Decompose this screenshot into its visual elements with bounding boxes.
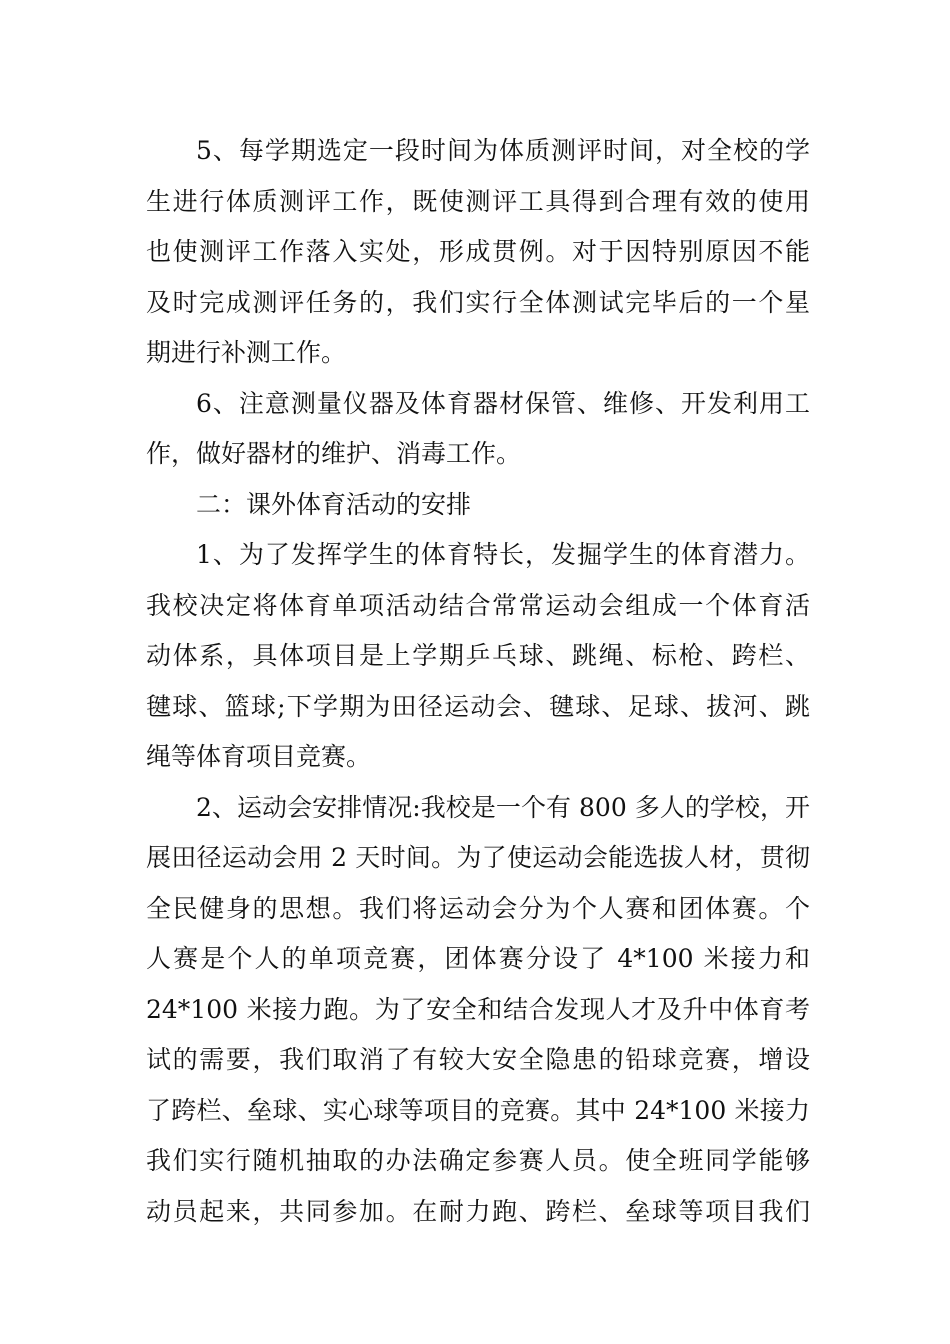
text-line: 作，做好器材的维护、消毒工作。 — [146, 439, 522, 468]
text-line: 了跨栏、垒球、实心球等项目的竞赛。其中 24*100 米接力 — [146, 1095, 810, 1125]
text-line: 24*100 米接力跑。为了安全和结合发现人才及升中体育考 — [146, 994, 810, 1024]
text-line: 动员起来，共同参加。在耐力跑、跨栏、垒球等项目我们 — [146, 1196, 810, 1226]
text-line: 及时完成测评任务的，我们实行全体测试完毕后的一个星 — [146, 287, 810, 317]
text-line: 2、运动会安排情况:我校是一个有 800 多人的学校，开 — [196, 792, 810, 822]
text-line: 展田径运动会用 2 天时间。为了使运动会能选拔人材，贯彻 — [146, 843, 810, 872]
text-line: 绳等体育项目竞赛。 — [146, 742, 372, 771]
text-line: 我们实行随机抽取的办法确定参赛人员。使全班同学能够 — [146, 1146, 810, 1175]
document-body — [146, 126, 810, 1237]
text-line: 毽球、篮球;下学期为田径运动会、毽球、足球、拔河、跳 — [146, 691, 810, 721]
text-line: 生进行体质测评工作，既使测评工具得到合理有效的使用 — [146, 186, 810, 216]
section-heading: 二：课外体育活动的安排 — [196, 489, 472, 519]
text-line: 动体系，具体项目是上学期乒乓球、跳绳、标枪、跨栏、 — [146, 641, 810, 670]
text-line: 全民健身的思想。我们将运动会分为个人赛和团体赛。个 — [146, 893, 810, 923]
text-line: 试的需要，我们取消了有较大安全隐患的铅球竞赛，增设 — [146, 1045, 810, 1074]
text-line: 我校决定将体育单项活动结合常常运动会组成一个体育活 — [146, 590, 810, 620]
text-line: 5、每学期选定一段时间为体质测评时间，对全校的学 — [196, 136, 810, 165]
text-line: 6、注意测量仪器及体育器材保管、维修、开发利用工 — [196, 388, 810, 418]
text-line: 人赛是个人的单项竞赛，团体赛分设了 4*100 米接力和 — [146, 944, 810, 973]
text-line: 也使测评工作落入实处，形成贯例。对于因特别原因不能 — [146, 237, 810, 266]
text-line: 期进行补测工作。 — [146, 338, 347, 367]
text-line: 1、为了发挥学生的体育特长，发掘学生的体育潜力。 — [196, 540, 810, 569]
